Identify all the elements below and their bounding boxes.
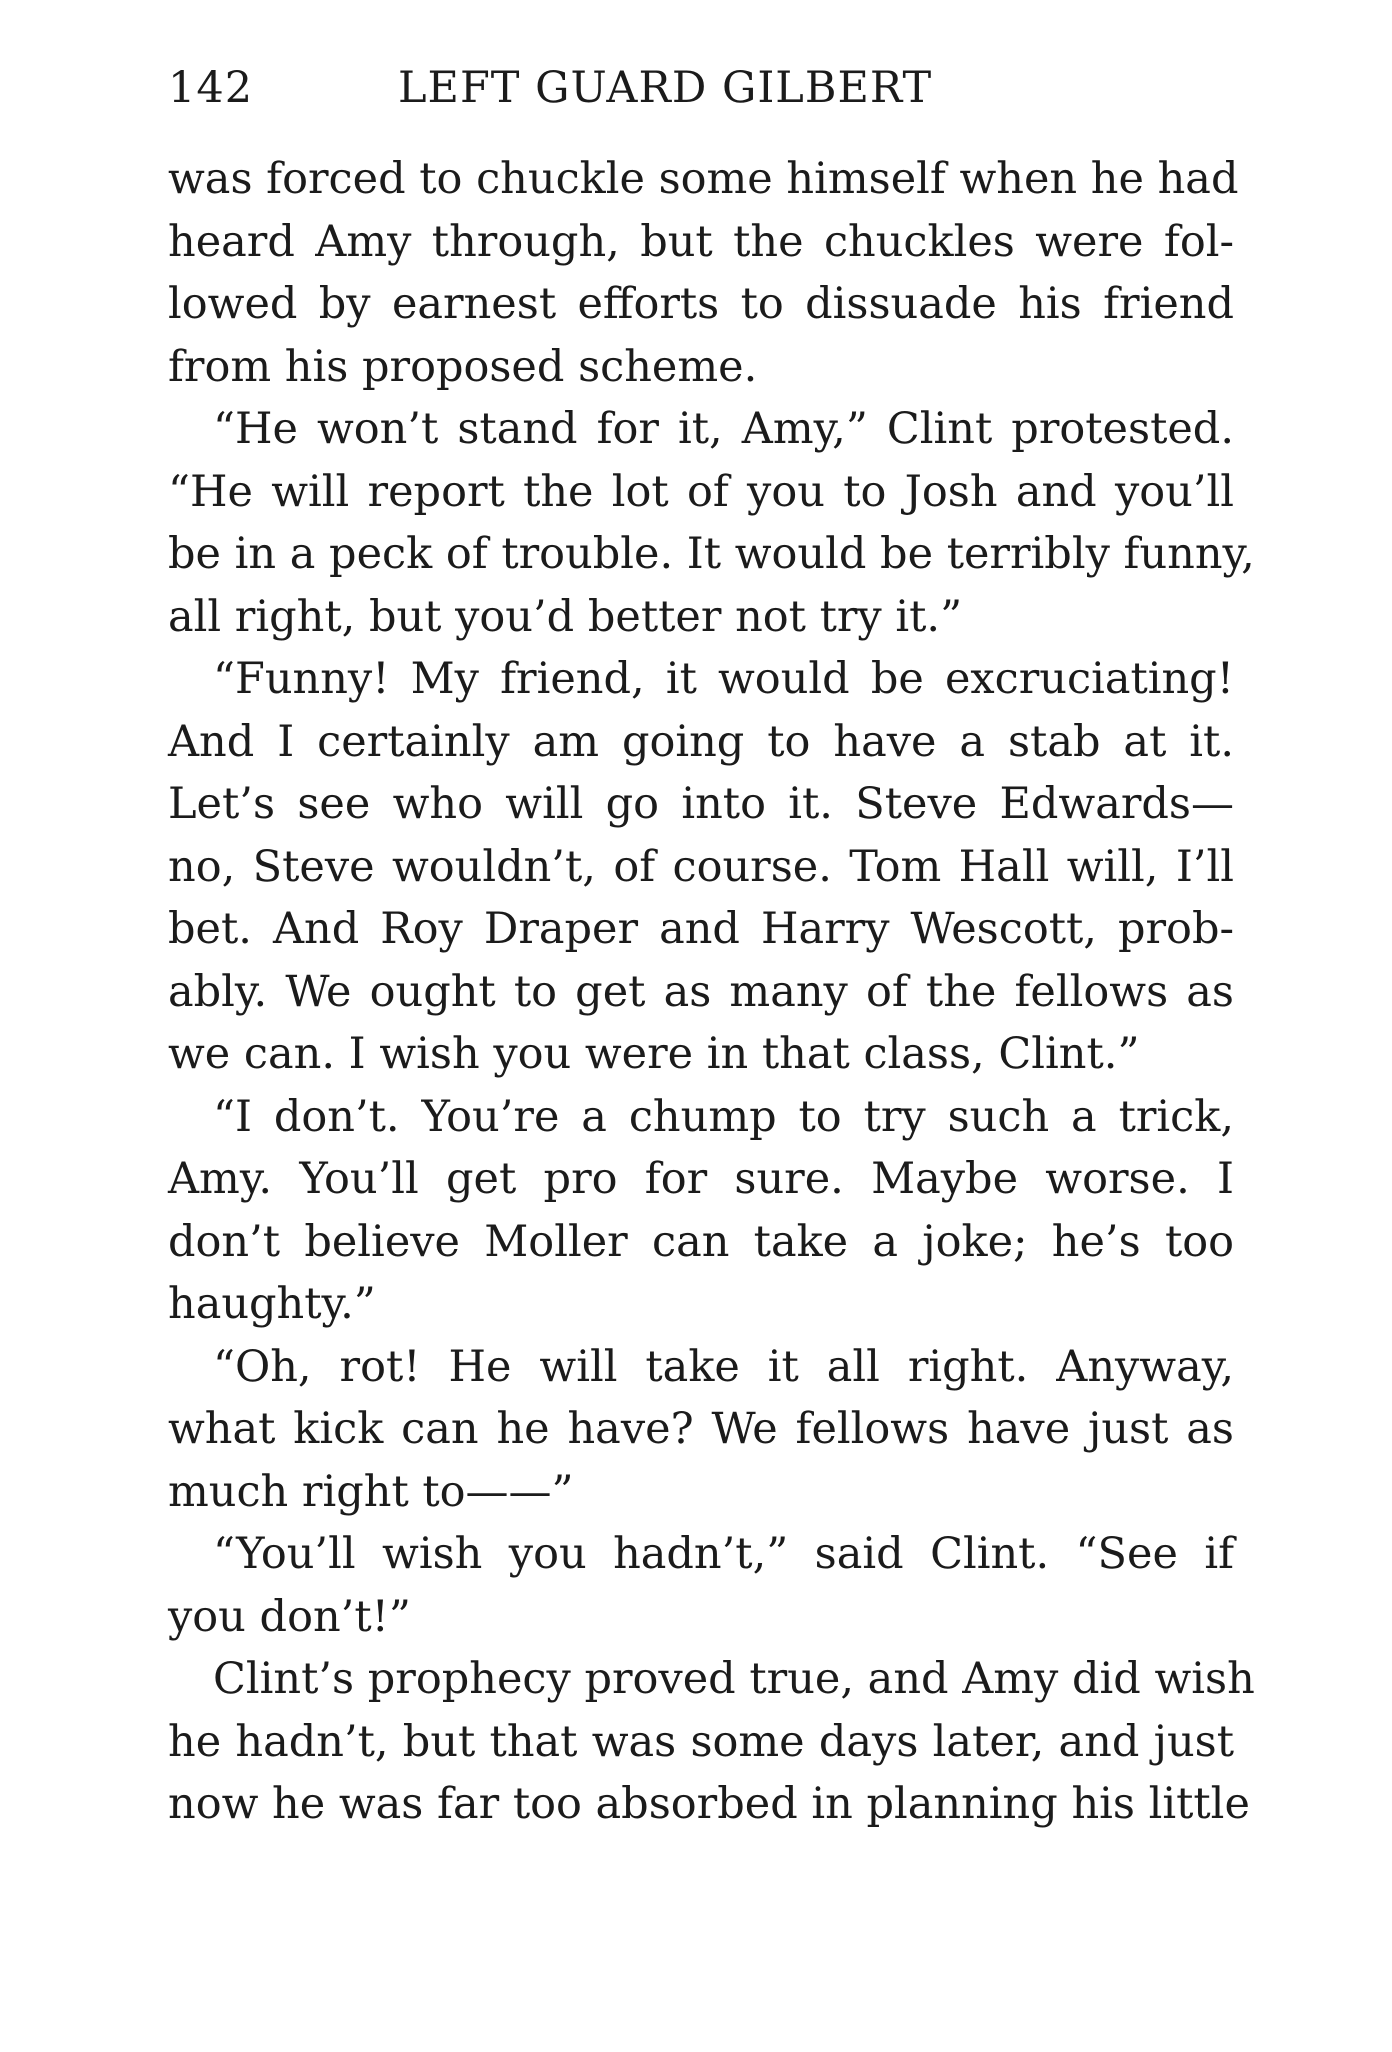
text-line: lowed by earnest efforts to dissuade his friend	[168, 279, 1234, 329]
running-title: LEFT GUARD GILBERT	[398, 63, 933, 113]
text-line: And I certainly am going to have a stab at it.	[168, 716, 1234, 767]
page-header	[168, 56, 1228, 120]
text-line: much right to——”	[168, 1466, 574, 1517]
text-line: you don’t!”	[168, 1591, 411, 1642]
text-line: what kick can he have? We fellows have just as	[168, 1404, 1234, 1454]
text-line: “I don’t. You’re a chump to try such a trick,	[213, 1091, 1234, 1142]
text-line: now he was far too absorbed in planning his little	[168, 1779, 1250, 1829]
text-line: Amy. You’ll get pro for sure. Maybe worse. I	[168, 1154, 1234, 1204]
text-line: we can. I wish you were in that class, Clint.”	[168, 1029, 1140, 1079]
text-line: from his proposed scheme.	[168, 341, 758, 392]
text-line: “He will report the lot of you to Josh and you’ll	[168, 466, 1234, 517]
text-line: no, Steve wouldn’t, of course. Tom Hall will, I’ll	[168, 841, 1234, 892]
text-line: ably. We ought to get as many of the fellows as	[168, 966, 1234, 1017]
text-line: Let’s see who will go into it. Steve Edwards—	[168, 779, 1234, 829]
page-number: 142	[168, 63, 254, 113]
text-line: be in a peck of trouble. It would be terribly funny,	[168, 529, 1255, 579]
text-line: all right, but you’d better not try it.”	[168, 591, 963, 642]
text-line: heard Amy through, but the chuckles were fol-	[168, 216, 1234, 267]
text-line: haughty.”	[168, 1279, 376, 1329]
text-line: “You’ll wish you hadn’t,” said Clint. “See if	[213, 1529, 1234, 1579]
text-line: “Funny! My friend, it would be excruciating!	[213, 654, 1234, 704]
text-line: “Oh, rot! He will take it all right. Anyway,	[213, 1341, 1234, 1392]
text-line: bet. And Roy Draper and Harry Wescott, prob-	[168, 904, 1234, 954]
text-line: he hadn’t, but that was some days later, and just	[168, 1716, 1234, 1767]
body-text	[168, 148, 1255, 1836]
text-line: was forced to chuckle some himself when he had	[168, 154, 1239, 204]
text-line: don’t believe Moller can take a joke; he’s too	[168, 1216, 1234, 1267]
text-line: “He won’t stand for it, Amy,” Clint protested.	[213, 404, 1234, 454]
text-line: Clint’s prophecy proved true, and Amy did wish	[213, 1654, 1255, 1704]
